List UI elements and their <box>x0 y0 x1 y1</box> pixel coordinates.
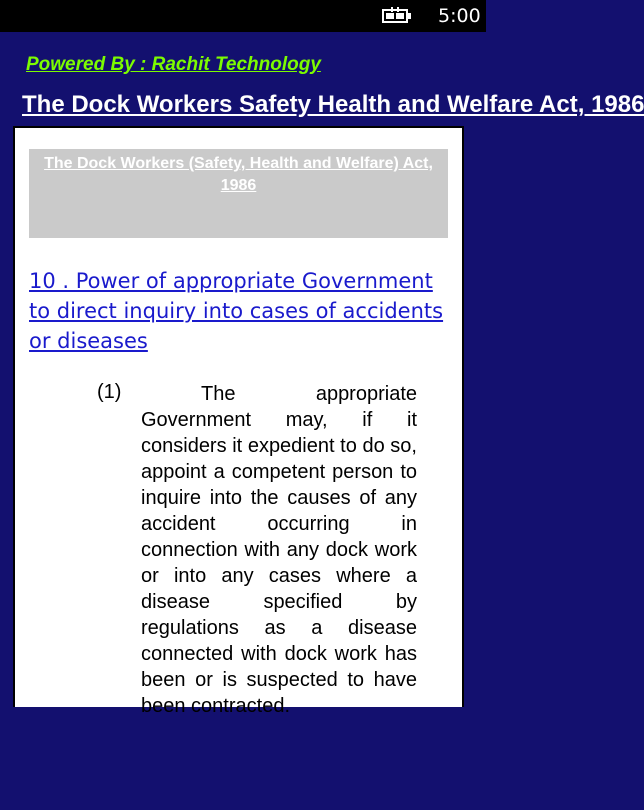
app-title: The Dock Workers Safety Health and Welfare Act, 1986 <box>22 91 644 118</box>
section-heading-link[interactable]: 10 . Power of appropriate Government to direct inquiry into cases of accidents or diseases <box>29 269 444 353</box>
content-scroll-area[interactable] <box>15 128 462 717</box>
content-panel <box>13 126 464 717</box>
status-bar <box>0 0 486 32</box>
clock: 5:00 <box>438 5 481 27</box>
battery-charging-icon <box>382 7 414 24</box>
clause-number: (1) <box>97 381 122 403</box>
clause-text: The appropriate Government may, if it considers it expedient to do so, appoint a competent person to inquire into the causes of any accident occurring in connection with any dock work or into any cases where a disease specified by regulations as a disease connected with dock work has been or is suspected to have been contracted. <box>141 383 417 717</box>
act-title-box <box>29 149 448 238</box>
powered-by-link[interactable]: Powered By : Rachit Technology <box>26 54 321 75</box>
act-title: The Dock Workers (Safety, Health and Welfare) Act, 1986 <box>44 155 433 194</box>
